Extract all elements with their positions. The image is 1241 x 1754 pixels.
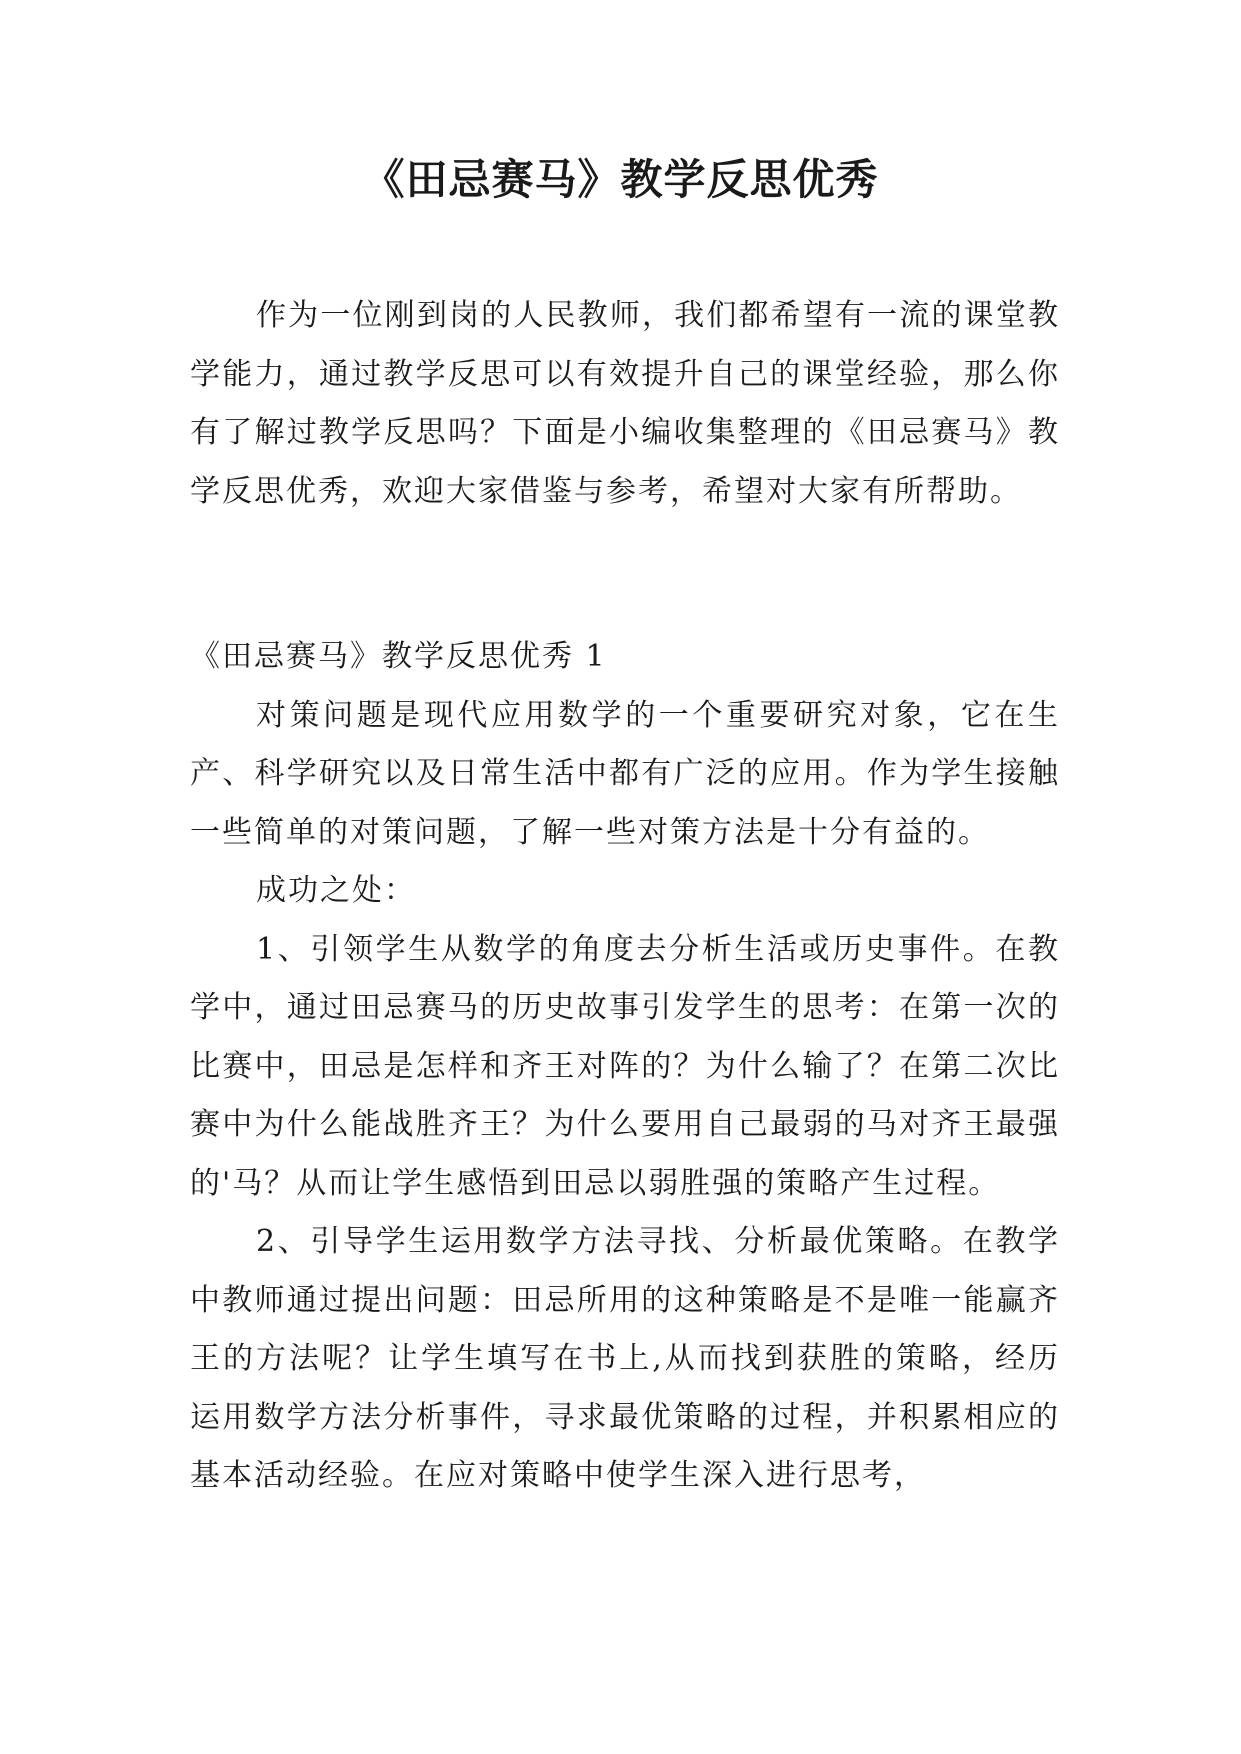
section-1-paragraph-3: 1、引领学生从数学的角度去分析生活或历史事件。在教学中，通过田忌赛马的历史故事引发学生的思考：在第一次的比赛中，田忌是怎样和齐王对阵的？为什么输了？在第二次比赛中为什么能战胜齐王？为什么要用自己最弱的马对齐王最强的'马？从而让学生感悟到田忌以弱胜强的策略产生过程。 — [190, 931, 1060, 1201]
intro-paragraph: 作为一位刚到岗的人民教师，我们都希望有一流的课堂教学能力，通过教学反思可以有效提升自己的课堂经验，那么你有了解过教学反思吗？下面是小编收集整理的《田忌赛马》教学反思优秀，欢迎大家借鉴与参考，希望对大家有所帮助。 — [190, 298, 1060, 509]
section-1 — [190, 628, 1060, 1506]
section-1-paragraph-2: 成功之处： — [256, 873, 416, 908]
intro-block — [190, 287, 1060, 521]
section-1-paragraph-4: 2、引导学生运用数学方法寻找、分析最优策略。在教学中教师通过提出问题：田忌所用的这种策略是不是唯一能赢齐王的方法呢？让学生填写在书上,从而找到获胜的策略，经历运用数学方法分析事件，寻求最优策略的过程，并积累相应的基本活动经验。在应对策略中使学生深入进行思考， — [190, 1224, 1060, 1493]
section-1-paragraph-1: 对策问题是现代应用数学的一个重要研究对象，它在生产、科学研究以及日常生活中都有广泛的应用。作为学生接触一些简单的对策问题，了解一些对策方法是十分有益的。 — [190, 697, 1060, 850]
section-1-heading: 《田忌赛马》教学反思优秀 1 — [190, 639, 607, 674]
document-title: 《田忌赛马》教学反思优秀 — [362, 155, 879, 204]
